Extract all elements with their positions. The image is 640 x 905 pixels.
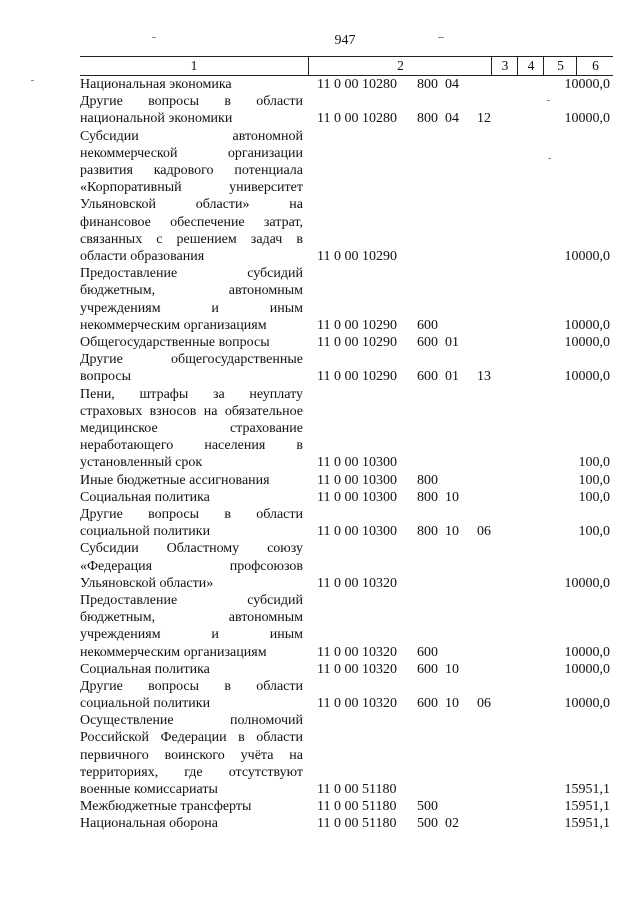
table-row <box>0 678 640 712</box>
row-expense-type: 600 <box>417 644 438 660</box>
scan-speck <box>152 37 156 38</box>
table-row <box>0 472 640 489</box>
row-name: Иные бюджетные ассигнования <box>80 472 270 488</box>
row-section: 01 <box>445 334 459 350</box>
row-target-code: 11 0 00 10300 <box>317 524 397 540</box>
table-row <box>0 76 640 93</box>
row-amount: 10000,0 <box>564 369 610 385</box>
scan-speck <box>547 100 550 101</box>
row-amount: 10000,0 <box>564 644 610 660</box>
row-expense-type: 800 <box>417 472 438 488</box>
row-amount: 15951,1 <box>564 782 610 798</box>
row-expense-type: 800 <box>417 111 438 127</box>
row-subsection: 13 <box>477 369 491 385</box>
table-row <box>0 386 640 472</box>
row-amount: 10000,0 <box>564 661 610 677</box>
row-target-code: 11 0 00 10300 <box>317 455 397 471</box>
row-expense-type: 600 <box>417 369 438 385</box>
row-name: Социальная политика <box>80 489 210 505</box>
row-amount: 100,0 <box>578 489 610 505</box>
row-expense-type: 600 <box>417 696 438 712</box>
row-expense-type: 800 <box>417 524 438 540</box>
scan-speck <box>548 158 551 159</box>
row-amount: 10000,0 <box>564 575 610 591</box>
budget-table-body <box>0 76 640 833</box>
row-section: 04 <box>445 111 459 127</box>
row-amount: 10000,0 <box>564 696 610 712</box>
row-name: Межбюджетные трансферты <box>80 799 252 815</box>
table-row <box>0 93 640 127</box>
table-row <box>0 128 640 266</box>
row-name: Другие вопросы в области социальной политики <box>80 678 303 712</box>
row-target-code: 11 0 00 51180 <box>317 782 397 798</box>
table-row <box>0 265 640 334</box>
row-name: Другие вопросы в области социальной политики <box>80 506 303 540</box>
row-amount: 10000,0 <box>564 111 610 127</box>
scan-speck <box>31 80 34 81</box>
row-target-code: 11 0 00 10320 <box>317 575 397 591</box>
row-target-code: 11 0 00 10320 <box>317 644 397 660</box>
row-name: Другие вопросы в области национальной экономики <box>80 94 303 127</box>
row-expense-type: 800 <box>417 76 438 92</box>
row-name: Субсидии Областному союзу «Федерация профсоюзов Ульяновской области» <box>80 541 303 591</box>
table-row <box>0 489 640 506</box>
table-row <box>0 540 640 592</box>
page-number: 947 <box>334 33 356 48</box>
row-target-code: 11 0 00 10290 <box>317 317 397 333</box>
row-name: Предоставление субсидий бюджетным, автономным учреждениям и иным некоммерческим организациям <box>80 592 303 660</box>
row-amount: 10000,0 <box>564 334 610 350</box>
scan-speck <box>438 37 444 38</box>
row-target-code: 11 0 00 10320 <box>317 696 397 712</box>
header-col-4: 4 <box>517 57 544 75</box>
row-amount: 10000,0 <box>564 248 610 264</box>
header-col-3: 3 <box>491 57 518 75</box>
row-amount: 10000,0 <box>564 76 610 92</box>
row-section: 02 <box>445 816 459 832</box>
row-subsection: 12 <box>477 111 491 127</box>
row-amount: 10000,0 <box>564 317 610 333</box>
row-amount: 100,0 <box>578 455 610 471</box>
row-amount: 15951,1 <box>564 799 610 815</box>
table-header <box>80 56 613 76</box>
row-name: Субсидии автономной некоммерческой организации развития кадрового потенциала «Корпоративный университет Ульяновской области» на финансовое обеспечение затрат, связанных с решением задач в области образования <box>80 128 303 264</box>
row-name: Осуществление полномочий Российской Федерации в области первичного воинского учёта на территориях, где отсутствуют военные комиссариаты <box>80 713 303 798</box>
row-section: 10 <box>445 524 459 540</box>
row-amount: 100,0 <box>578 472 610 488</box>
row-target-code: 11 0 00 10290 <box>317 248 397 264</box>
table-row <box>0 334 640 351</box>
row-target-code: 11 0 00 10280 <box>317 111 397 127</box>
row-name: Предоставление субсидий бюджетным, автономным учреждениям и иным некоммерческим организациям <box>80 266 303 333</box>
table-row <box>0 661 640 678</box>
row-name: Национальная экономика <box>80 77 232 92</box>
row-target-code: 11 0 00 51180 <box>317 816 397 832</box>
row-section: 10 <box>445 489 459 505</box>
row-amount: 100,0 <box>578 524 610 540</box>
table-row <box>0 815 640 832</box>
row-section: 01 <box>445 369 459 385</box>
table-row <box>0 506 640 540</box>
row-expense-type: 500 <box>417 799 438 815</box>
row-name: Социальная политика <box>80 661 210 677</box>
row-expense-type: 500 <box>417 816 438 832</box>
table-row <box>0 592 640 661</box>
row-target-code: 11 0 00 10320 <box>317 661 397 677</box>
row-subsection: 06 <box>477 696 491 712</box>
row-expense-type: 600 <box>417 334 438 350</box>
row-target-code: 11 0 00 10290 <box>317 369 397 385</box>
row-name: Общегосударственные вопросы <box>80 334 270 350</box>
row-name: Другие общегосударственные вопросы <box>80 352 303 385</box>
header-col-5: 5 <box>543 57 577 75</box>
row-target-code: 11 0 00 10290 <box>317 334 397 350</box>
row-subsection: 06 <box>477 524 491 540</box>
row-target-code: 11 0 00 10300 <box>317 472 397 488</box>
row-target-code: 11 0 00 10280 <box>317 76 397 92</box>
row-name: Национальная оборона <box>80 816 218 832</box>
row-expense-type: 600 <box>417 317 438 333</box>
header-col-6: 6 <box>576 57 614 75</box>
header-col-2: 2 <box>308 57 492 75</box>
row-name: Пени, штрафы за неуплату страховых взносов на обязательное медицинское страхование неработающего населения в установленный срок <box>80 386 303 471</box>
row-section: 10 <box>445 661 459 677</box>
row-expense-type: 800 <box>417 489 438 505</box>
row-target-code: 11 0 00 10300 <box>317 489 397 505</box>
header-col-1: 1 <box>190 58 198 73</box>
row-section: 04 <box>445 76 459 92</box>
row-target-code: 11 0 00 51180 <box>317 799 397 815</box>
table-row <box>0 798 640 815</box>
table-row <box>0 351 640 385</box>
row-expense-type: 600 <box>417 661 438 677</box>
row-amount: 15951,1 <box>564 816 610 832</box>
row-section: 10 <box>445 696 459 712</box>
table-row <box>0 712 640 798</box>
